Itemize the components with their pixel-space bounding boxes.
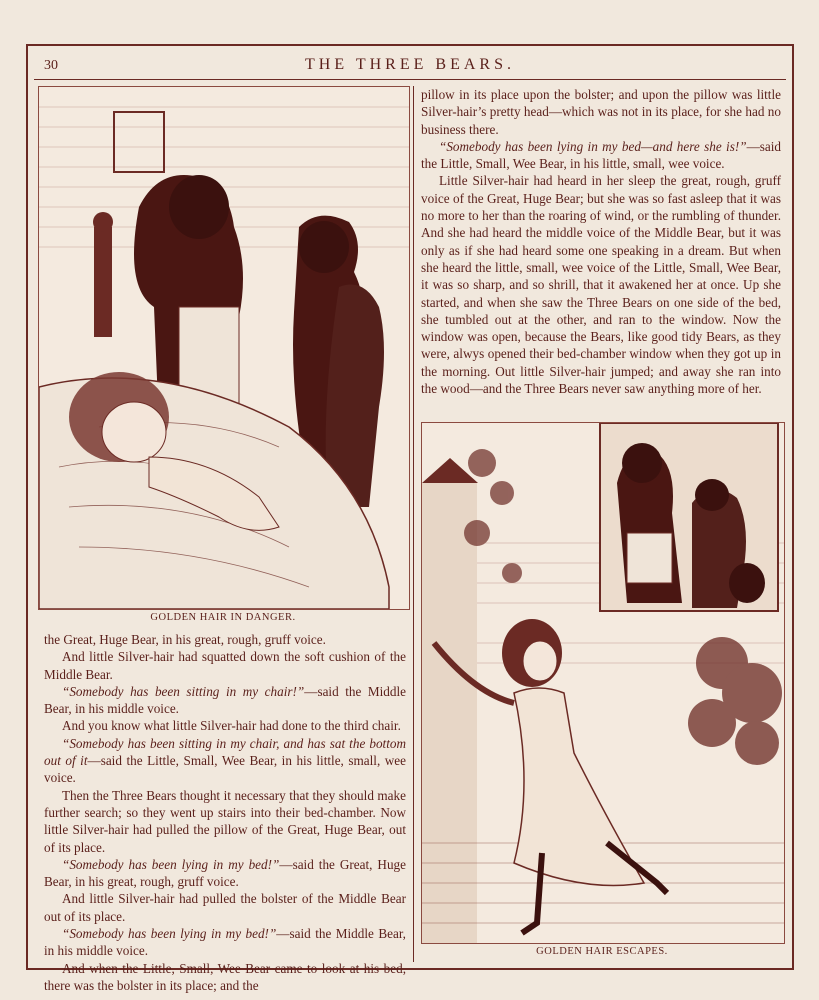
attribution: —said the Great, Huge Bear, in his great, rough, gruff voice.: [44, 856, 406, 890]
left-column-text: [44, 631, 406, 994]
illustration-girl-escapes: [421, 422, 785, 944]
paragraph: And little Silver-hair had pulled the bolster of the Middle Bear out of its place.: [44, 891, 406, 924]
quote: “Somebody has been lying in my bed!”: [62, 926, 277, 942]
paragraph: [44, 735, 406, 787]
quote: “Somebody has been sitting in my chair!”: [62, 683, 305, 699]
paragraph: And when the Little, Small, Wee Bear came to look at his bed, there was the bolster in its place; and the: [44, 960, 406, 993]
paragraph: [421, 138, 781, 173]
illustration-bears-at-bed: [38, 86, 410, 610]
paragraph: Then the Three Bears thought it necessary that they should make further search; so they went up stairs into their bed-chamber. Now little Silver-hair had pulled the pillow of the Great, Huge Bear, out of its place.: [44, 787, 406, 855]
attribution: —said the Middle Bear, in his middle voice.: [44, 926, 406, 959]
attribution: —said the Little, Small, Wee Bear, in his little, small, wee voice.: [44, 753, 406, 786]
quote: “Somebody has been sitting in my chair, and has sat the bottom out of it: [44, 735, 406, 769]
bears-bed-engraving: [39, 87, 409, 609]
quote: “Somebody has been lying in my bed!”: [62, 856, 280, 872]
book-page: [26, 44, 794, 993]
column-divider: [413, 86, 414, 962]
right-column-text: [421, 86, 781, 397]
caption-golden-hair-escapes: GOLDEN HAIR ESCAPES.: [536, 946, 668, 957]
paragraph: [44, 683, 406, 718]
caption-golden-hair-in-danger: GOLDEN HAIR IN DANGER.: [150, 612, 296, 623]
page-header: [28, 46, 792, 78]
paragraph: And you know what little Silver-hair had done to the third chair.: [62, 718, 401, 734]
paragraph: the Great, Huge Bear, in his great, rough, gruff voice.: [44, 632, 326, 647]
quote: “Somebody has been lying in my bed—and here she is!”: [439, 138, 747, 154]
paragraph: [44, 925, 406, 960]
header-rule: [34, 79, 786, 80]
paragraph: Little Silver-hair had heard in her sleep the great, rough, gruff voice of the Great, Huge Bear; but she was so fast asleep that it was no more to her than the roaring of wind, or the rumbling of thunder. And she had heard the middle voice of the Middle Bear, but it was only as if she had heard some one speaking in a dream. But when she heard the little, small, wee voice of the Little, Small, Wee Bear, it was so sharp, and so shrill, that it awakened her at once. Up she started, and when she saw the Three Bears on one side of the bed, she tumbled out at the other, and ran to the window. Now the window was open, because the Bears, like good tidy Bears, as they were, alwys opened their bed-chamber window when they got up in the morning. Out little Silver-hair jumped; and away she ran into the wood—and the Three Bears never saw anything more of her.: [421, 173, 781, 397]
attribution: —said the Middle Bear, in his middle voice.: [44, 683, 406, 717]
girl-escapes-engraving: [422, 423, 784, 943]
running-title: THE THREE BEARS.: [305, 56, 515, 73]
attribution: —said the Little, Small, Wee Bear, in his little, small, wee voice.: [421, 138, 781, 172]
paragraph: And little Silver-hair had squatted down the soft cushion of the Middle Bear.: [44, 649, 406, 682]
paragraph: pillow in its place upon the bolster; and upon the pillow was little Silver-hair’s pretty head—which was not in its place, for she had no business there.: [421, 87, 781, 137]
page-number: 30: [44, 58, 58, 73]
paragraph: [44, 856, 406, 891]
